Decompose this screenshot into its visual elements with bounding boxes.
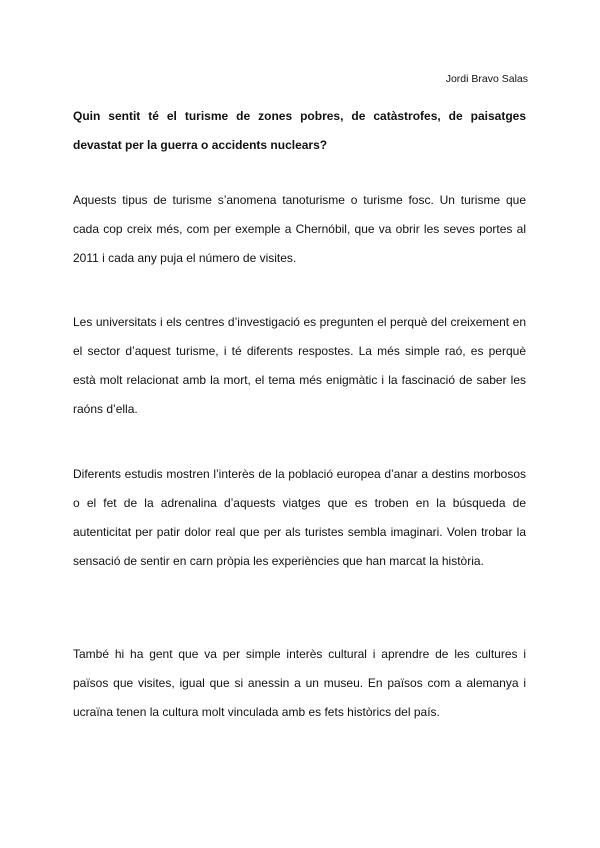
author-name: Jordi Bravo Salas (445, 73, 528, 85)
paragraph-2: Les universitats i els centres d’investigació es pregunten el perquè del creixement en el sector d’aquest turisme, i té diferents respostes. La més simple raó, es perquè està molt relacionat amb la mort, el tema més enigmàtic i la fascinació de saber les raóns d’ella. (73, 315, 526, 416)
paragraph-4: També hi ha gent que va per simple interès cultural i aprendre de les cultures i països que visites, igual que si anessin a un museu. En països com a alemanya i ucraïna tenen la cultura molt vinculada amb es fets històrics del país. (73, 647, 526, 719)
paragraph-3: Diferents estudis mostren l’interès de la població europea d’anar a destins morbosos o el fet de la adrenalina d’aquests viatges que es troben en la búsqueda de autenticitat per patir dolor real que per als turistes sembla imaginari. Volen trobar la sensació de sentir en carn pròpia les experiències que han marcat la història. (73, 467, 526, 568)
document-title: Quin sentit té el turisme de zones pobres, de catàstrofes, de paisatges devastat per la guerra o accidents nuclears? (73, 109, 526, 152)
paragraph-1: Aquests tipus de turisme s’anomena tanoturisme o turisme fosc. Un turisme que cada cop creix més, com per exemple a Chernóbil, que va obrir les seves portes al 2011 i cada any puja el número de visites. (73, 193, 526, 265)
